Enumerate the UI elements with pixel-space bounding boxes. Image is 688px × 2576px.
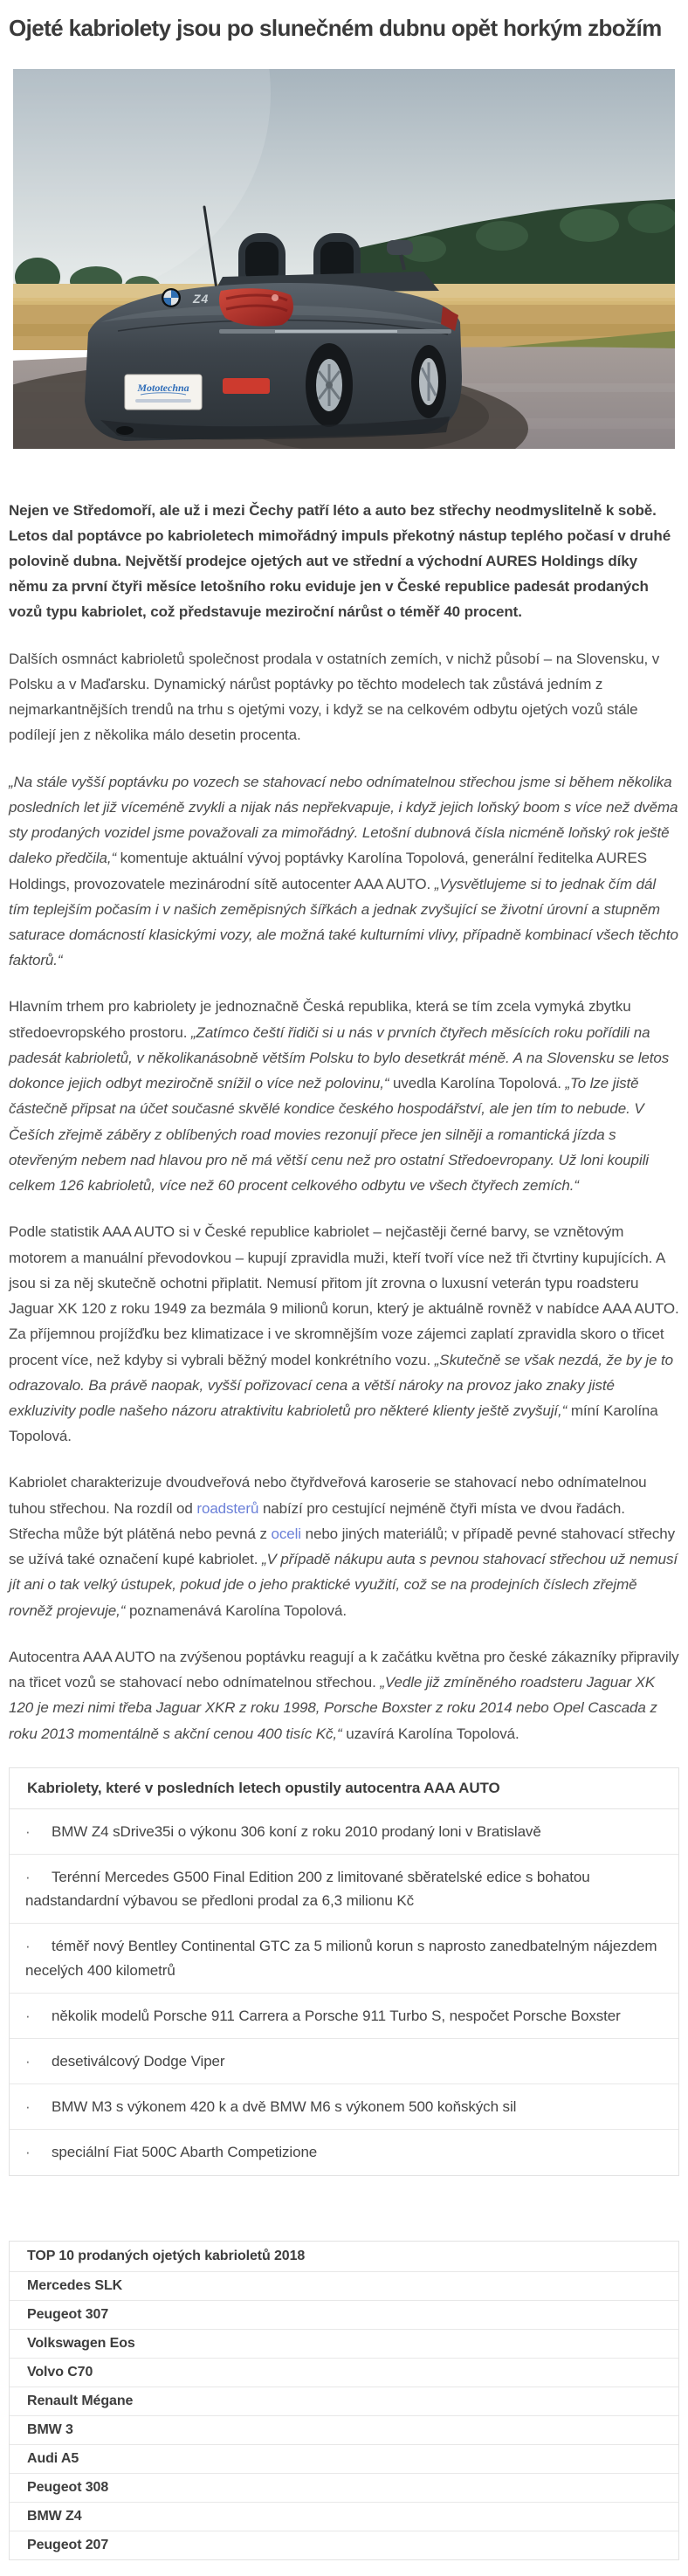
text-segment: „Skutečně se však nezdá, že by je to odrazovalo. Ba právě naopak, vyšší pořizovací cena a větší nároky na provoz jako znaky jisté exkluzivity podle našeho názoru atraktivitu kabrioletů pro některé klienty ještě zvyšují,“	[9, 1351, 673, 1419]
bullet-icon: ·	[25, 2007, 31, 2024]
text-segment: Kabriolet charakterizuje dvoudveřová nebo čtyřdveřová karoserie se stahovací nebo odnímatelnou tuhou střechou. Na rozdíl od	[9, 1474, 647, 1517]
text-segment: „To lze jistě částečně připsat na účet současné skvělé kondice českého hospodářství, ale jen tím to nebude. V Češích zřejmě záběry z oblíbených road movies rezonují přece jen silněji a romantická jízda s otevřeným nebem nad hlavou pro ně má větší cenu než pro ostatní Středoevropany. Už loni koupili celkem 126 kabrioletů, více než 60 procent celkového odbytu ve všech čtyřech zemích.“	[9, 1075, 649, 1195]
text-segment: „Zatímco čeští řidiči si u nás v prvních čtyřech měsících roku pořídili na padesát kabrioletů, v několikanásobně větším Polsku to bylo desetkrát méně. A na Slovensku se letos dokonce jejich odbyt meziročně snížil o více než polovinu,“	[9, 1023, 670, 1092]
list-item-text: BMW Z4 sDrive35i o výkonu 306 koní z roku 2010 prodaný loni v Bratislavě	[52, 1822, 541, 1840]
table-row: Peugeot 207	[27, 2537, 109, 2552]
text-segment: Autocentra AAA AUTO na zvýšenou poptávku reagují a k začátku května pro české zákazníky připravily na třicet vozů se stahovací nebo odnímatelnou střechou.	[9, 1648, 679, 1691]
side-mirror	[387, 240, 413, 255]
taillight-glow	[272, 294, 279, 301]
bullet-icon: ·	[25, 2144, 31, 2161]
article-page	[0, 14, 688, 2576]
text-segment: komentuje aktuální vývoj poptávky Karolína Topolová, generální ředitelka AURES Holdings, provozovatele mezinárodní sítě autocenter AAA AUTO.	[9, 850, 647, 892]
bullet-icon: ·	[25, 1938, 31, 1955]
list-item-text: desetiválcový Dodge Viper	[52, 2052, 225, 2070]
inline-link[interactable]: roadsterů	[196, 1499, 259, 1517]
text-segment: nebo jiných materiálů; v případě pevné stahovací střechy se užívá také označení kupé kabriolet.	[9, 1525, 676, 1568]
table-row: Audi A5	[10, 2445, 678, 2474]
text-segment: Nejen ve Středomoří, ale už i mezi Čechy patří léto a auto bez střechy neodmyslitelně k sobě. Letos dal poptávce po kabrioletech mimořádný impuls překotný nástup teplého počasí v druhé polovině dubna. Největší prodejce ojetých aut ve střední a východní AURES Holdings díky němu za první čtyři měsíce letošního roku eviduje jen v České republice padesát prodaných vozů typu kabriolet, což představuje meziroční nárůst o téměř 40 procent.	[9, 501, 671, 621]
highlights-box-title: Kabriolety, které v posledních letech opustily autocentra AAA AUTO	[10, 1768, 678, 1809]
top10-table	[9, 2241, 679, 2560]
text-segment: Dalších osmnáct kabrioletů společnost prodala v ostatních zemích, v nichž působí – na Slovensku, v Polsku a v Maďarsku. Dynamický nárůst poptávky po těchto modelech tak zůstává jedním z nejmarkantnějších trendů na trhu s ojetými vozy, i když se na celkovém odbytu ojetých vozů stále podílejí jen z několika málo desetin procenta.	[9, 650, 660, 744]
list-item-text: Terénní Mercedes G500 Final Edition 200 z limitované sběratelské edice s bohatou nadstandardní výbavou se předloni prodal za 6,3 milionu Kč	[25, 1869, 590, 1910]
list-item	[10, 2039, 678, 2084]
highlights-list	[10, 1809, 678, 2175]
bullet-icon: ·	[25, 2098, 31, 2116]
list-item	[10, 2084, 678, 2130]
table-row: BMW 3	[10, 2416, 678, 2445]
trim-highlight	[275, 330, 397, 333]
list-item	[10, 1855, 678, 1924]
license-plate	[125, 375, 202, 410]
text-segment: „V případě nákupu auta s pevnou stahovací střechou už nemusí jít ani o tak velký ústupek, pokud jde o jeho praktické využití, což se na prodejních číslech zřejmě rovněž projevuje,“	[9, 1551, 678, 1619]
hero-illustration	[13, 69, 675, 449]
plate-brand: Mototechna	[137, 381, 189, 394]
inline-link[interactable]: oceli	[271, 1525, 301, 1542]
list-item-text: BMW M3 s výkonem 420 k a dvě BMW M6 s výkonem 500 koňských sil	[52, 2098, 517, 2116]
table-row: Peugeot 308	[10, 2474, 678, 2503]
list-item-text: speciální Fiat 500C Abarth Competizione	[52, 2144, 318, 2161]
paragraph	[9, 769, 679, 974]
paragraph	[9, 1219, 679, 1449]
list-item	[10, 1994, 678, 2039]
highlights-box	[9, 1767, 679, 2176]
page-title: Ojeté kabriolety jsou po slunečném dubnu opět horkým zbožím	[9, 15, 662, 41]
text-segment: Hlavním trhem pro kabriolety je jednoznačně Česká republika, která se tím zcela vymyká zbytku středoevropského prostoru.	[9, 998, 631, 1041]
top10-table-title: TOP 10 prodaných ojetých kabrioletů 2018	[10, 2242, 678, 2272]
bmw-roundel-icon	[162, 288, 181, 307]
table-row: Renault Mégane	[10, 2387, 678, 2416]
hero-image	[13, 69, 675, 449]
paragraph	[9, 1470, 679, 1622]
text-segment: nabízí pro cestující nejméně čtyři místa ve dvou řadách. Střecha může být plátěná nebo pevná z	[9, 1499, 625, 1542]
text-segment: „Vysvětlujeme si to jednak čím dál tím teplejším počasím i v našich zeměpisných šířkách a jednak zvyšující se životní úrovní a stupněm saturace domácností klasickými vozy, ale možná také kulturními vlivy, případně kombinací všech těchto faktorů.“	[9, 875, 678, 969]
z4-badge: Z4	[193, 291, 210, 306]
bullet-icon: ·	[25, 2052, 31, 2070]
text-segment: „Vedle již zmíněného roadsteru Jaguar XK 120 je mezi nimi třeba Jaguar XKR z roku 1998, Porsche Boxster z roku 2014 nebo Opel Cascada z roku 2013 momentálně s akční cenou 400 tisíc Kč,“	[9, 1674, 657, 1742]
table-row: Volvo C70	[10, 2359, 678, 2387]
table-row: BMW Z4	[10, 2503, 678, 2531]
exhaust	[116, 426, 134, 435]
paragraph	[9, 994, 679, 1198]
top10-rows	[10, 2272, 678, 2559]
rear-reflector	[223, 378, 270, 394]
text-segment: uzavírá Karolína Topolová.	[341, 1725, 519, 1742]
text-segment: uvedla Karolína Topolová.	[389, 1075, 566, 1092]
wheel-right	[411, 345, 446, 418]
list-item-text: několik modelů Porsche 911 Carrera a Porsche 911 Turbo S, nespočet Porsche Boxster	[52, 2007, 621, 2024]
list-item	[10, 1809, 678, 1855]
paragraph	[9, 498, 679, 625]
table-row: Mercedes SLK	[10, 2272, 678, 2301]
table-row: Volkswagen Eos	[10, 2330, 678, 2359]
bullet-icon: ·	[25, 1822, 31, 1840]
list-item	[10, 2130, 678, 2174]
text-segment: poznamenává Karolína Topolová.	[125, 1601, 347, 1619]
text-segment: „Na stále vyšší poptávku po vozech se stahovací nebo odnímatelnou střechou jsme si během několika posledních let již víceméně zvykli a nijak nás nepřekvapuje, i když jejich loňský boom s více než dvěma sty prodaných vozidel jsme považovali za mimořádný. Letošní dubnová čísla nicméně loňský rok ještě daleko předčila,“	[9, 773, 678, 867]
article-body	[9, 498, 679, 1746]
table-row: Peugeot 307	[10, 2301, 678, 2330]
list-item-text: téměř nový Bentley Continental GTC za 5 milionů korun s naprosto zanedbatelným nájezdem necelých 400 kilometrů	[25, 1938, 657, 1979]
bullet-icon: ·	[25, 1869, 31, 1885]
wheel-left	[306, 343, 353, 427]
paragraph	[9, 646, 679, 748]
text-segment: Podle statistik AAA AUTO si v České republice kabriolet – nejčastěji černé barvy, se vznětovým motorem a manuální převodovkou – kupují zpravidla muži, kteří tvoří více než tři čtvrtiny kupujících. A jsou si za něj skutečně ochotni připlatit. Nemusí přitom jít zrovna o luxusní veterán typu roadsteru Jaguar XK 120 z roku 1949 za bezmála 9 milionů korun, který je aktuálně rovněž v nabídce AAA AUTO. Za příjemnou projížďku bez klimatizace i ve skromnějším voze zájemci zaplatí zpravidla skoro o třicet procent více, než kdyby si vybrali běžný model konkrétního vozu.	[9, 1223, 679, 1368]
list-item	[10, 1924, 678, 1993]
paragraph	[9, 1644, 679, 1746]
text-segment: míní Karolína Topolová.	[9, 1402, 658, 1445]
